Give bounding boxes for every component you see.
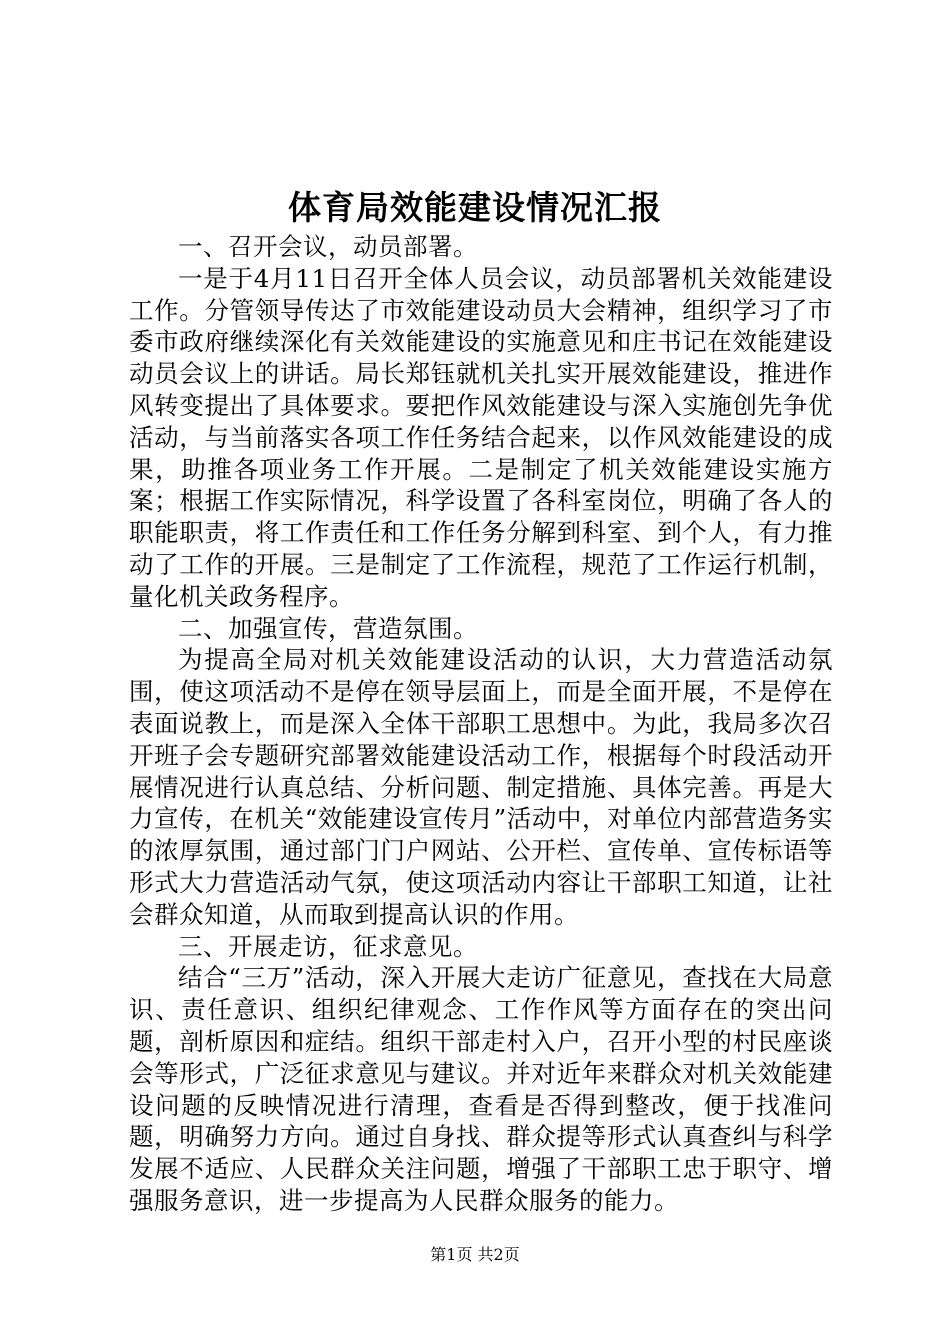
document-title: 体育局效能建设情况汇报 — [288, 188, 662, 227]
paragraph-2: 为提高全局对机关效能建设活动的认识，大力营造活动氛围，使这项活动不是停在领导层面上，而是全面开展，不是停在表面说教上，而是深入全体干部职工思想中。为此，我局多次召开班子会专题研究部署效能建设活动工作，根据每个时段活动开展情况进行认真总结、分析问题、制定措施、具体完善。再是大力宣传，在机关“效能建设宣传月”活动中，对单位内部营造务实的浓厚氛围，通过部门门户网站、公开栏、宣传单、宣传标语等形式大力营造活动气氛，使这项活动内容让干部职工知道，让社会群众知道，从而取到提高认识的作用。 — [129, 645, 833, 929]
paragraph-3: 结合“三万”活动，深入开展大走访广征意见，查找在大局意识、责任意识、组织纪律观念、工作作风等方面存在的突出问题，剖析原因和症结。组织干部走村入户，召开小型的村民座谈会等形式，广泛征求意见与建议。并对近年来群众对机关效能建设问题的反映情况进行清理，查看是否得到整改，便于找准问题，明确努力方向。通过自身找、群众提等形式认真查纠与科学发展不适应、人民群众关注问题，增强了干部职工忠于职守、增强服务意识，进一步提高为人民群众服务的能力。 — [129, 963, 833, 1215]
section-heading-3: 三、开展走访，征求意见。 — [178, 931, 478, 961]
paragraph-1: 一是于4月11日召开全体人员会议，动员部署机关效能建设工作。分管领导传达了市效能建设动员大会精神，组织学习了市委市政府继续深化有关效能建设的实施意见和庄书记在效能建设动员会议上的讲话。局长郑钰就机关扎实开展效能建设，推进作风转变提出了具体要求。要把作风效能建设与深入实施创先争优活动，与当前落实各项工作任务结合起来，以作风效能建设的成果，助推各项业务工作开展。二是制定了机关效能建设实施方案；根据工作实际情况，科学设置了各科室岗位，明确了各人的职能职责，将工作责任和工作任务分解到科室、到个人，有力推动了工作的开展。三是制定了工作流程，规范了工作运行机制，量化机关政务程序。 — [129, 263, 833, 611]
page-number-footer: 第1页 共2页 — [430, 1245, 520, 1264]
section-heading-1: 一、召开会议，动员部署。 — [178, 232, 478, 261]
document-body — [129, 231, 833, 1217]
section-heading-2: 二、加强宣传，营造氛围。 — [178, 613, 478, 643]
